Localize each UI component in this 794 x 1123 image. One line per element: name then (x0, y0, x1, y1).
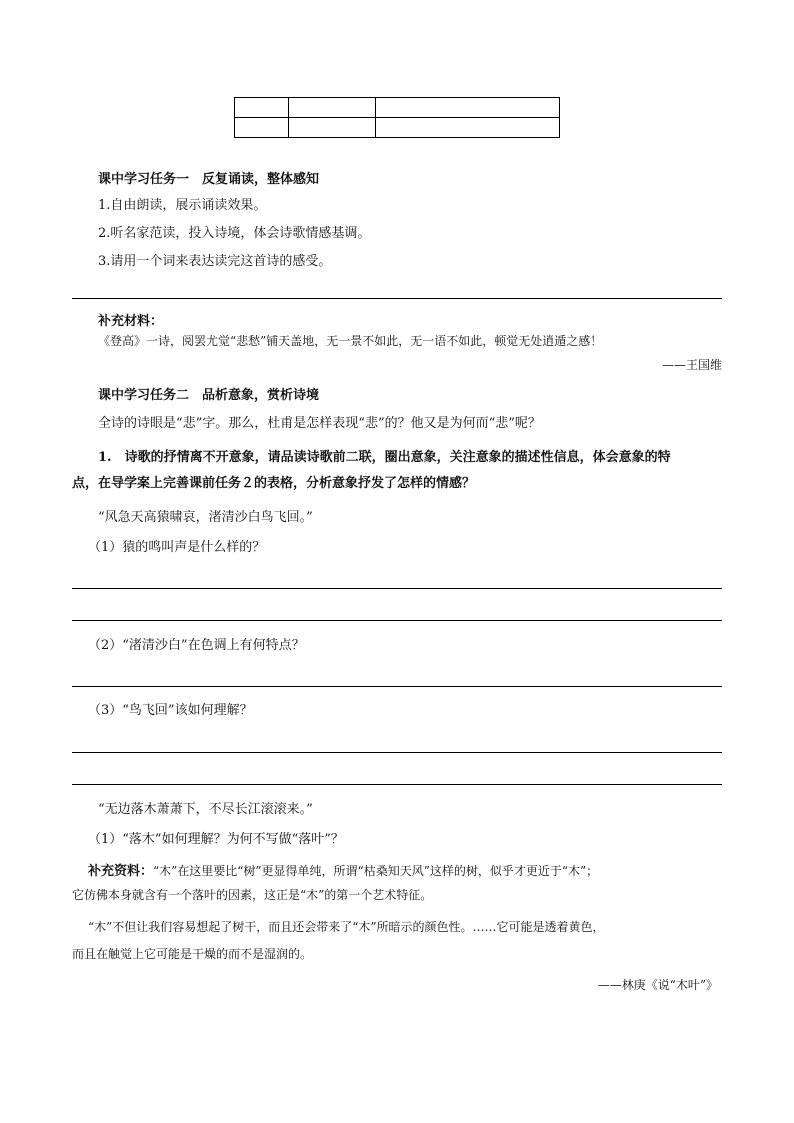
answer-line (72, 784, 722, 785)
table-cell (376, 98, 560, 118)
supplement-source: ——林庚《说“木叶”》 (597, 978, 718, 992)
task1-item: 3.请用一个词来表达读完这首诗的感受。 (98, 254, 332, 269)
task1-item: 2.听名家范读，投入诗境，体会诗歌情感基调。 (98, 226, 371, 241)
answer-line (72, 588, 722, 589)
table-cell (235, 118, 289, 138)
form-table (234, 97, 560, 138)
task1-item: 1.自由朗读，展示诵读效果。 (98, 198, 267, 213)
question-1-line: 1. 诗歌的抒情离不开意象，请品读诗歌前二联，圈出意象，关注意象的描述性信息，体会意象的特 (98, 450, 671, 465)
answer-line (72, 752, 722, 753)
table-row (235, 118, 560, 138)
supplement-text: “木”在这里要比“树”更显得单纯，所谓“枯桑知天风”这样的树，似乎才更近于“木”； (153, 864, 599, 878)
task2-intro: 全诗的诗眼是“悲”字。那么，杜甫是怎样表现“悲”的？他又是为何而“悲”呢？ (98, 416, 541, 431)
sub-question: （3）“鸟飞回”该如何理解？ (88, 703, 253, 718)
supplement-label: 补充材料： (98, 314, 164, 329)
poem-quote: “无边落木萧萧下，不尽长江滚滚来。” (98, 802, 313, 817)
supplement-paragraph (88, 860, 598, 879)
table-cell (289, 118, 376, 138)
answer-line (72, 686, 722, 687)
supplement-source: ——王国维 (661, 358, 722, 372)
table-cell (235, 98, 289, 118)
sub-question: （1）猿的鸣叫声是什么样的？ (88, 540, 266, 555)
table-row (235, 98, 560, 118)
task1-heading: 课中学习任务一 反复诵读，整体感知 (98, 172, 320, 187)
table-cell (376, 118, 560, 138)
task2-heading: 课中学习任务二 品析意象，赏析诗境 (98, 388, 320, 403)
table-cell (289, 98, 376, 118)
sub-question: （2）“渚清沙白”在色调上有何特点？ (88, 638, 305, 653)
answer-line (72, 620, 722, 621)
supplement-text: 而且在触觉上它可能是干燥的而不是湿润的。 (72, 947, 313, 961)
supplement-text: 《登高》一诗，阅罢尤觉“悲愁”铺天盖地，无一景不如此，无一语不如此，顿觉无处逍遁之感！ (98, 334, 603, 348)
sub-question: （1）“落木”如何理解？为何不写做“落叶”？ (88, 832, 344, 847)
answer-line (72, 298, 722, 299)
question-1-line: 点，在导学案上完善课前任务２的表格，分析意象抒发了怎样的情感？ (72, 476, 476, 491)
supplement-label: 补充资料： (88, 864, 154, 879)
poem-quote: “风急天高猿啸哀，渚清沙白鸟飞回。” (98, 510, 313, 525)
supplement-text: “木”不但让我们容易想起了树干，而且还会带来了“木”所暗示的颜色性。……它可能是透着黄色， (88, 920, 605, 934)
supplement-text: 它仿佛本身就含有一个落叶的因素，这正是“木”的第一个艺术特征。 (72, 888, 433, 902)
